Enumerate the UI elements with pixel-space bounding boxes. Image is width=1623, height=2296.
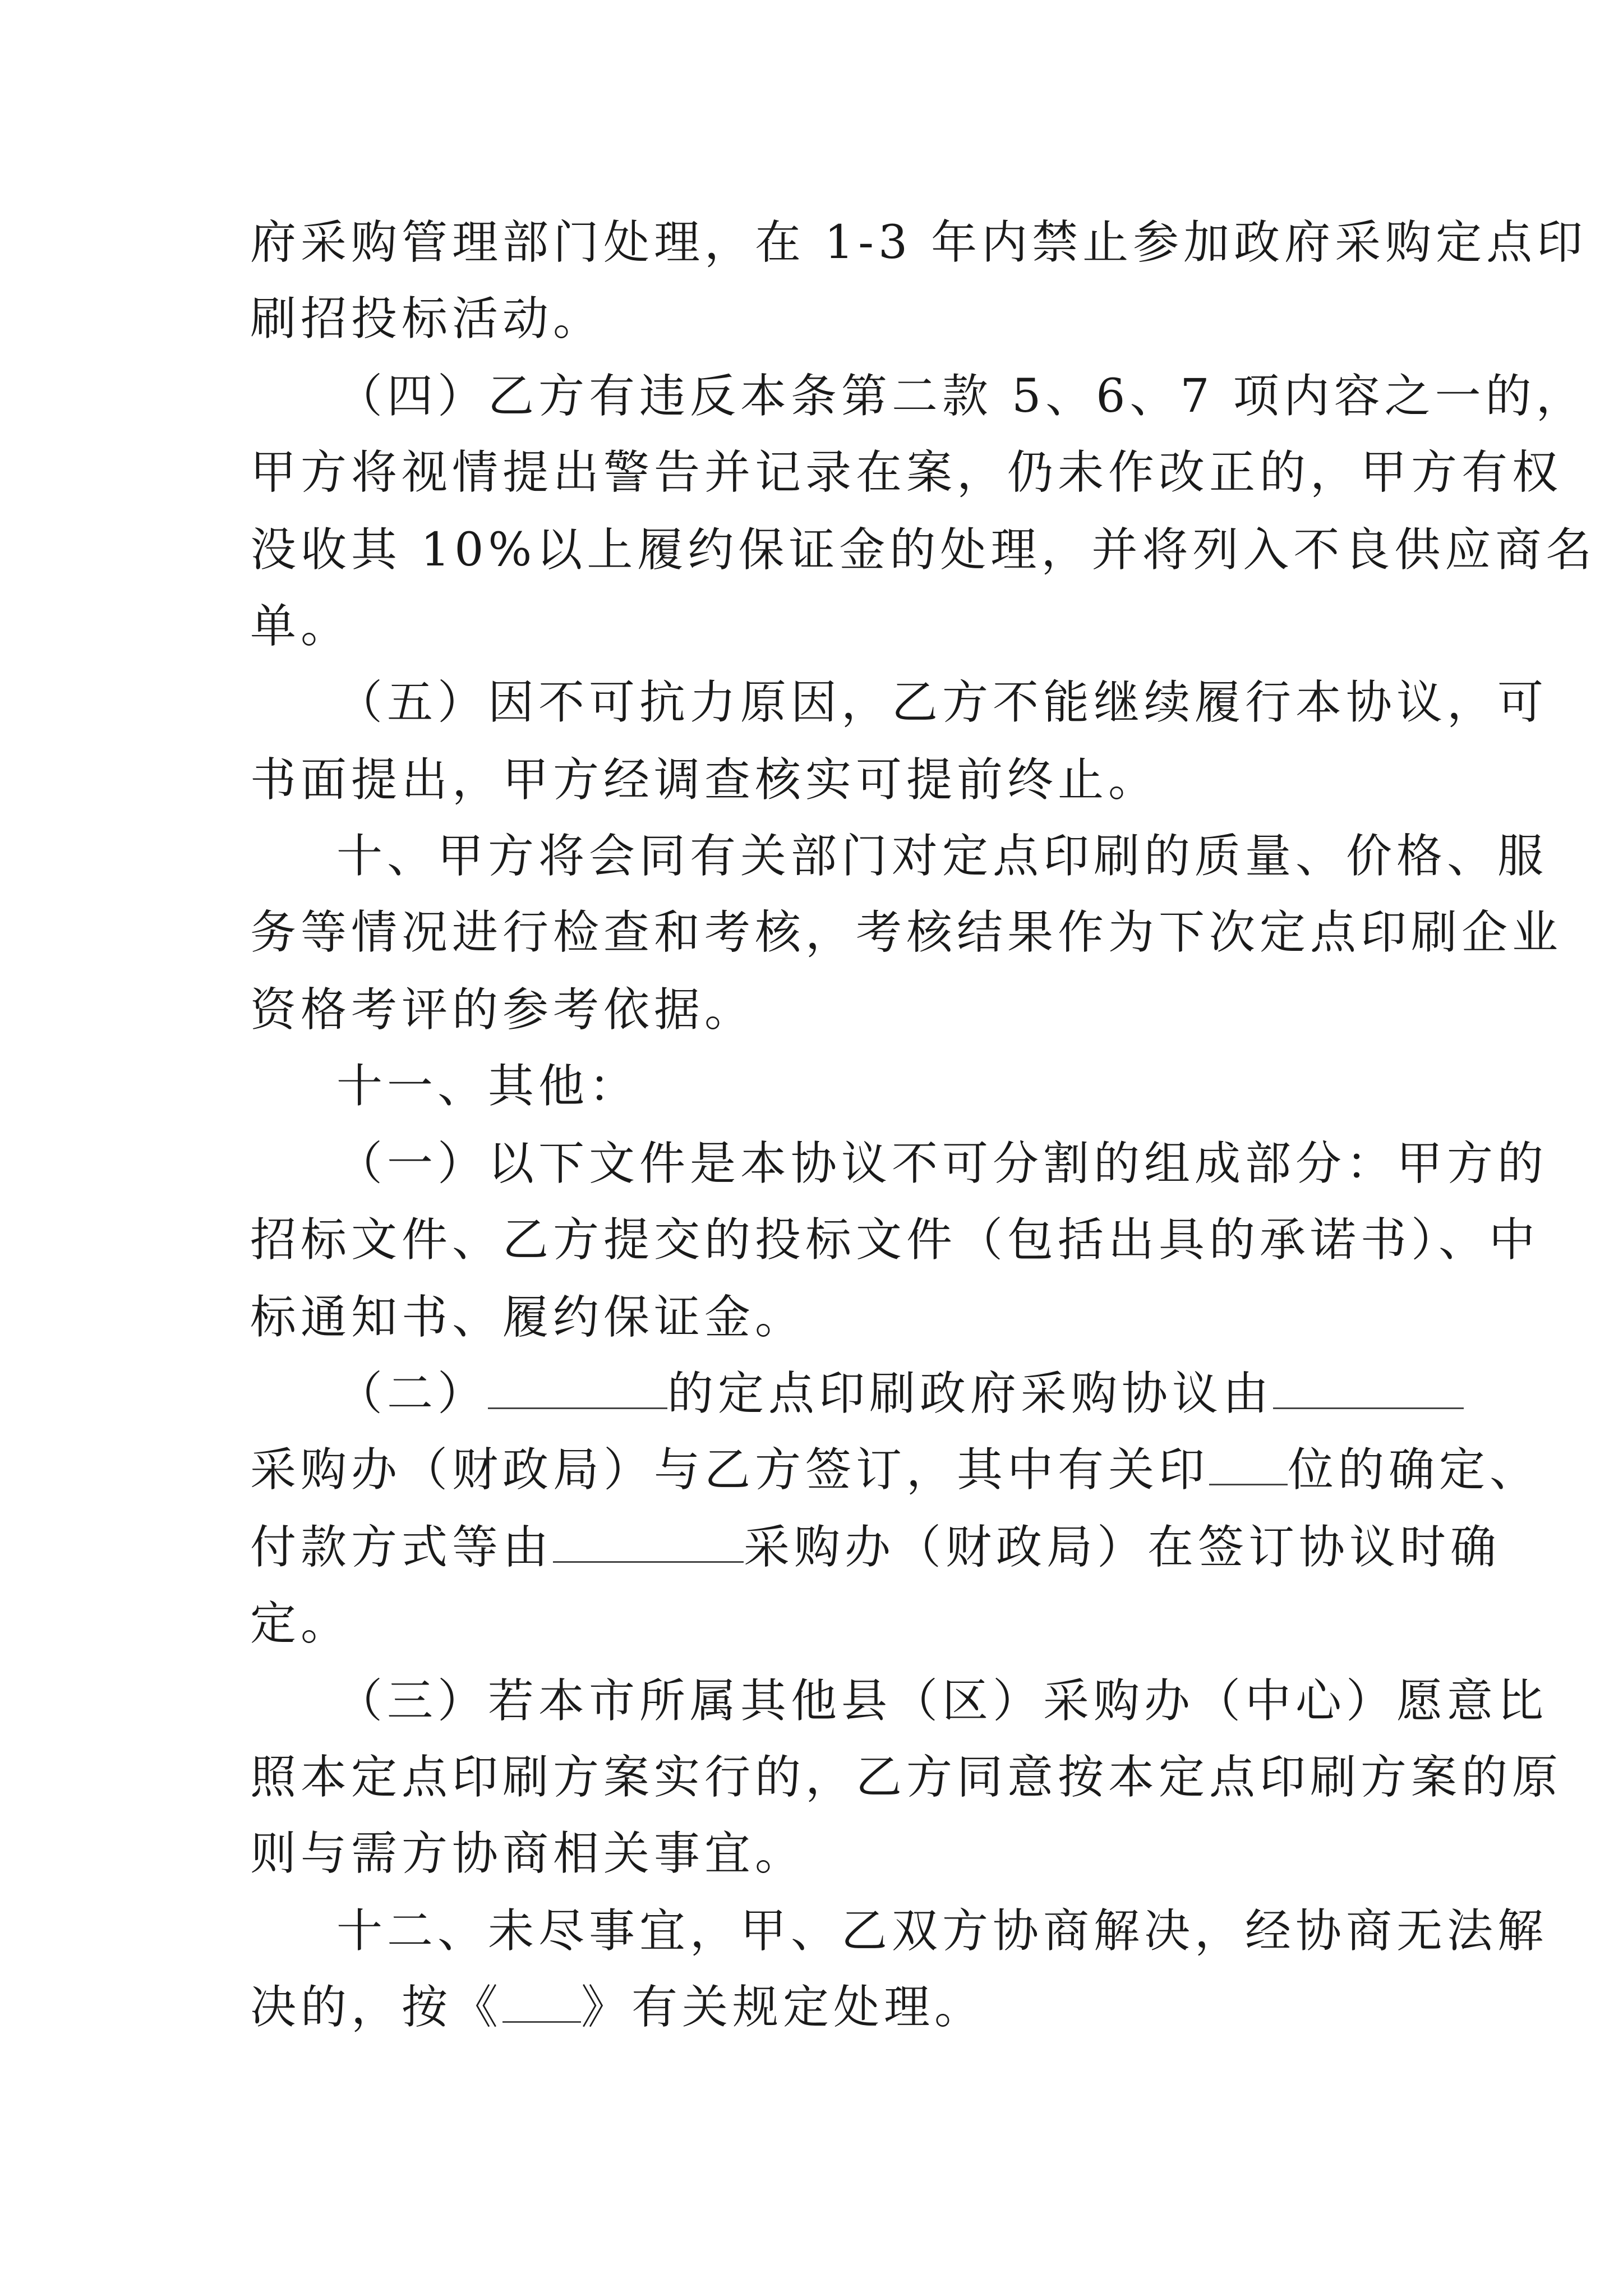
text-line <box>0 1895 1623 1968</box>
text-run: 资格考评的参考依据。 <box>250 983 755 1037</box>
text-line <box>0 1204 1623 1277</box>
text-line <box>0 820 1623 893</box>
text-run: 则与需方协商相关事宜。 <box>250 1827 806 1880</box>
text-run: 十一、其他： <box>336 1060 640 1113</box>
text-line <box>0 744 1623 817</box>
text-line <box>0 1358 1623 1430</box>
text-run: （三）若本市所属其他县（区）采购办（中心）愿意比 <box>336 1674 1548 1728</box>
text-line <box>0 1741 1623 1814</box>
text-line <box>0 666 1623 739</box>
text-run: 采购办（财政局）在签订协议时确 <box>744 1521 1501 1574</box>
text-line <box>0 1818 1623 1890</box>
text-run: 定。 <box>250 1597 352 1650</box>
text-line <box>0 1588 1623 1660</box>
text-run: （二） <box>336 1367 488 1420</box>
text-line <box>0 896 1623 969</box>
text-line <box>0 514 1623 587</box>
text-line <box>0 1050 1623 1123</box>
text-line <box>0 1281 1623 1354</box>
text-run: 务等情况进行检查和考核，考核结果作为下次定点印刷企业 <box>250 906 1563 959</box>
text-line <box>0 206 1623 279</box>
text-run: 招标文件、乙方提交的投标文件（包括出具的承诺书）、中 <box>250 1213 1540 1267</box>
text-run: （四）乙方有违反本条第二款 5、6、7 项内容之一的， <box>336 370 1587 423</box>
text-run: （一）以下文件是本协议不可分割的组成部分：甲方的 <box>336 1137 1548 1190</box>
fill-in-blank <box>1273 1373 1464 1409</box>
text-run: 标通知书、履约保证金。 <box>250 1291 806 1344</box>
text-run: 府采购管理部门处理，在 1-3 年内禁止参加政府采购定点印 <box>250 216 1588 269</box>
text-line <box>0 1511 1623 1584</box>
text-line <box>0 590 1623 663</box>
text-run: 的定点印刷政府采购协议由 <box>667 1367 1274 1420</box>
fill-in-blank <box>1209 1449 1288 1485</box>
text-run: 书面提出，甲方经调查核实可提前终止。 <box>250 753 1159 807</box>
text-line <box>0 360 1623 433</box>
text-run: 采购办（财政局）与乙方签订，其中有关印 <box>250 1443 1210 1497</box>
text-run: 十二、未尽事宜，甲、乙双方协商解决，经协商无法解 <box>336 1904 1548 1958</box>
text-run: （五）因不可抗力原因，乙方不能继续履行本协议，可 <box>336 676 1548 729</box>
text-run: 刷招投标活动。 <box>250 292 604 346</box>
text-run: 位的确定、 <box>1288 1443 1541 1497</box>
fill-in-blank <box>488 1373 667 1409</box>
text-line <box>0 1665 1623 1738</box>
text-run: 照本定点印刷方案实行的，乙方同意按本定点印刷方案的原 <box>250 1751 1563 1804</box>
text-run: 单。 <box>250 600 352 653</box>
text-line <box>0 1971 1623 2044</box>
text-line <box>0 1128 1623 1200</box>
fill-in-blank <box>502 1986 581 2023</box>
text-line <box>0 974 1623 1047</box>
fill-in-blank <box>553 1526 744 1563</box>
text-run: 》有关规定处理。 <box>581 1981 985 2034</box>
text-line <box>0 436 1623 509</box>
text-run: 决的，按《 <box>250 1981 503 2034</box>
text-run: 没收其 10%以上履约保证金的处理，并将列入不良供应商名 <box>250 523 1597 577</box>
text-run: 十、甲方将会同有关部门对定点印刷的质量、价格、服 <box>336 830 1548 883</box>
text-line <box>0 1434 1623 1507</box>
text-line <box>0 283 1623 356</box>
text-run: 付款方式等由 <box>250 1521 554 1574</box>
text-run: 甲方将视情提出警告并记录在案，仍未作改正的，甲方有权 <box>250 446 1563 499</box>
